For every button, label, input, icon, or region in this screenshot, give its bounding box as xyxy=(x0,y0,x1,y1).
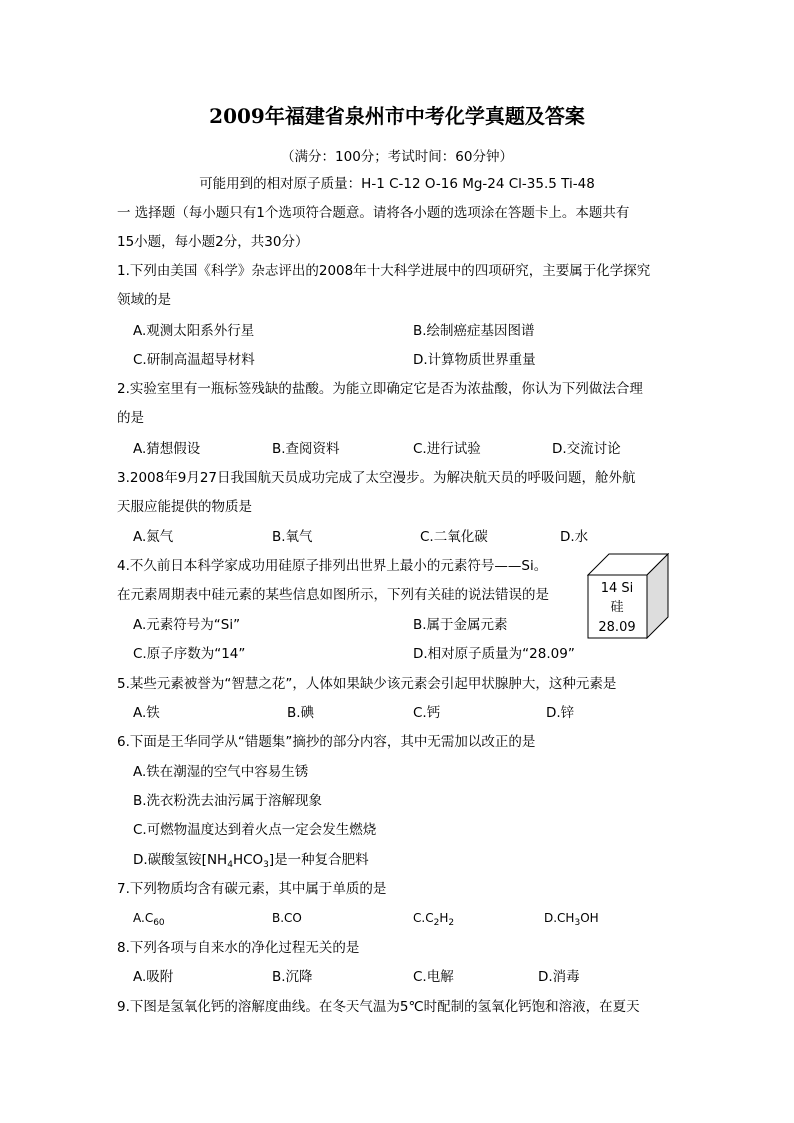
question-1-cont: 领域的是 xyxy=(117,292,171,308)
question-4-cont: 在元素周期表中硅元素的某些信息如图所示，下列有关硅的说法错误的是 xyxy=(117,587,549,603)
option: B.CO xyxy=(272,911,302,925)
section-heading: 一 选择题（每小题只有1个选项符合题意。请将各小题的选项涂在答题卡上。本题共有 xyxy=(117,205,630,221)
option: A.吸附 xyxy=(133,969,174,985)
option: A.氮气 xyxy=(133,529,174,545)
option: C.进行试验 xyxy=(413,441,481,457)
option: C.电解 xyxy=(413,969,454,985)
element-number-symbol: 14 Si xyxy=(600,581,634,596)
question-3-cont: 天服应能提供的物质是 xyxy=(117,499,252,515)
question-6: 6.下面是王华同学从“错题集”摘抄的部分内容，其中无需加以改正的是 xyxy=(117,734,536,750)
option: D.水 xyxy=(560,529,589,545)
element-mass: 28.09 xyxy=(598,620,636,635)
option: $C.C_2H_2$ xyxy=(413,911,455,928)
option: B.沉降 xyxy=(272,969,313,985)
question-2: 2.实验室里有一瓶标签残缺的盐酸。为能立即确定它是否为浓盐酸，你认为下列做法合理 xyxy=(117,381,643,397)
option: A.猜想假设 xyxy=(133,441,201,457)
option: C.钙 xyxy=(413,705,441,721)
option: D.相对原子质量为“28.09” xyxy=(413,646,575,662)
question-3: 3.2008年9月27日我国航天员成功完成了太空漫步。为解决航天员的呼吸问题，舱外航 xyxy=(117,470,636,486)
option: D.计算物质世界重量 xyxy=(413,352,536,368)
option: C.原子序数为“14” xyxy=(133,646,246,662)
question-9: 9.下图是氢氧化钙的溶解度曲线。在冬天气温为5℃时配制的氢氧化钙饱和溶液，在夏天 xyxy=(117,999,640,1015)
question-7: 7.下列物质均含有碳元素，其中属于单质的是 xyxy=(117,881,387,897)
option: D.交流讨论 xyxy=(552,441,621,457)
option: D.消毒 xyxy=(538,969,580,985)
option: D.锌 xyxy=(546,705,575,721)
atomic-masses: 可能用到的相对原子质量：H-1 C-12 O-16 Mg-24 Cl-35.5 Ti-48 xyxy=(199,176,595,192)
option: B.洗衣粉洗去油污属于溶解现象 xyxy=(133,793,323,809)
option: B.氧气 xyxy=(272,529,313,545)
option: C.二氧化碳 xyxy=(420,529,488,545)
option: D.碳酸氢铵$[NH_4HCO_3]$是一种复合肥料 xyxy=(133,852,369,870)
question-1: 1.下列由美国《科学》杂志评出的2008年十大科学进展中的四项研究，主要属于化学探究 xyxy=(117,263,651,279)
question-2-cont: 的是 xyxy=(117,410,144,426)
question-5: 5.某些元素被誉为“智慧之花”，人体如果缺少该元素会引起甲状腺肿大，这种元素是 xyxy=(117,676,617,692)
page-title: 2009年福建省泉州市中考化学真题及答案 xyxy=(209,104,585,128)
option: A.元素符号为“Si” xyxy=(133,617,241,633)
option: $D.CH_3OH$ xyxy=(544,911,599,928)
option: C.可燃物温度达到着火点一定会发生燃烧 xyxy=(133,822,377,838)
option: C.研制高温超导材料 xyxy=(133,352,255,368)
option: B.查阅资料 xyxy=(272,441,340,457)
question-8: 8.下列各项与自来水的净化过程无关的是 xyxy=(117,940,360,956)
exam-meta: （满分：100分；考试时间：60分钟） xyxy=(281,149,513,165)
option: B.碘 xyxy=(287,705,315,721)
option: A.铁 xyxy=(133,705,160,721)
element-name: 硅 xyxy=(610,600,624,615)
option: B.属于金属元素 xyxy=(413,617,508,633)
option: $A.C_{60}$ xyxy=(133,911,165,928)
question-4: 4.不久前日本科学家成功用硅原子排列出世界上最小的元素符号——Si。 xyxy=(117,558,548,574)
section-heading-cont: 15小题，每小题2分，共30分） xyxy=(117,234,309,250)
option: B.绘制癌症基因图谱 xyxy=(413,323,535,339)
option: A.铁在潮湿的空气中容易生锈 xyxy=(133,764,309,780)
option: A.观测太阳系外行星 xyxy=(133,323,255,339)
silicon-element-card xyxy=(587,553,669,639)
